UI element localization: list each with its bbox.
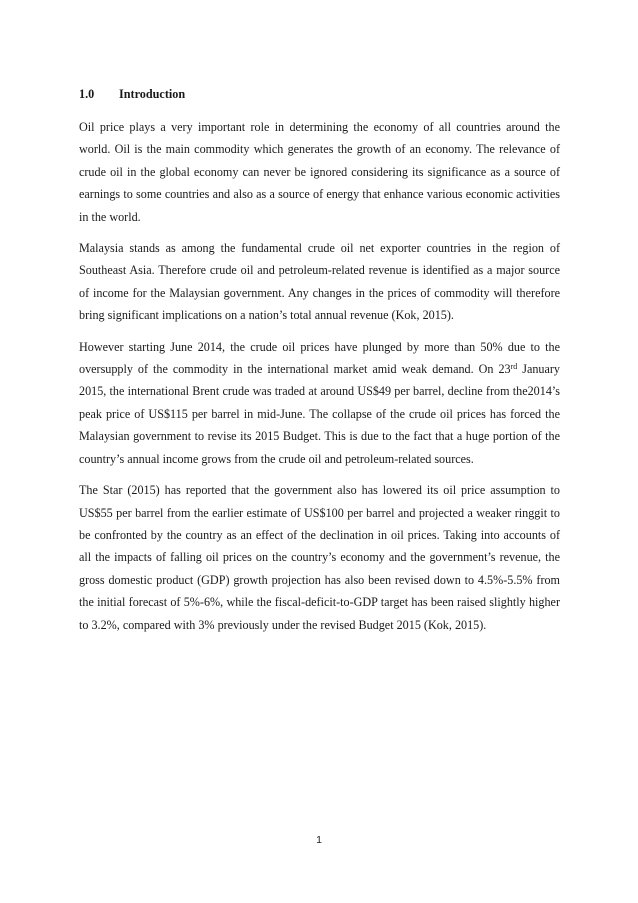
section-heading bbox=[79, 87, 560, 102]
paragraph-1: Oil price plays a very important role in determining the economy of all countries around the world. Oil is the main commodity which generates the growth of an economy. The relevance of crude oil in the global economy can never be ignored considering its significance as a source of earnings to some countries and also as a source of energy that enhance various economic activities in the world. bbox=[79, 120, 560, 224]
section-number: 1.0 bbox=[79, 87, 95, 101]
paragraph-4: The Star (2015) has reported that the government also has lowered its oil price assumption to US$55 per barrel from the earlier estimate of US$100 per barrel and projected a weaker ringgit to be confronted by the country as an effect of the declination in oil prices. Taking into accounts of all the impacts of falling oil prices on the country’s economy and the government’s revenue, the gross domestic product (GDP) growth projection has also been revised down to 4.5%-5.5% from the initial forecast of 5%-6%, while the fiscal-deficit-to-GDP target has been raised slightly higher to 3.2%, compared with 3% previously under the revised Budget 2015 (Kok, 2015). bbox=[79, 483, 560, 632]
paragraph-3-part-2: January 2015, the international Brent crude was traded at around US$49 per barrel, decline from the2014’s peak price of US$115 per barrel in mid-June. The collapse of the crude oil prices has forced the Malaysian government to revise its 2015 Budget. This is due to the fact that a huge portion of the country’s annual income grows from the crude oil and petroleum-related sources. bbox=[79, 362, 560, 466]
document-body bbox=[79, 87, 560, 645]
page-number: 1 bbox=[316, 834, 322, 846]
section-title: Introduction bbox=[119, 87, 186, 101]
paragraph-3-part-1: However starting June 2014, the crude oil prices have plunged by more than 50% due to the oversupply of the commodity in the international market amid weak demand. On 23 bbox=[79, 339, 560, 377]
paragraph-3 bbox=[79, 336, 560, 470]
ordinal-suffix: rd bbox=[510, 362, 518, 372]
paragraph-2: Malaysia stands as among the fundamental crude oil net exporter countries in the region of Southeast Asia. Therefore crude oil and petroleum-related revenue is identified as a major source of income for the Malaysian government. Any changes in the prices of commodity will therefore bring significant implications on a nation’s total annual revenue (Kok, 2015). bbox=[79, 241, 560, 323]
